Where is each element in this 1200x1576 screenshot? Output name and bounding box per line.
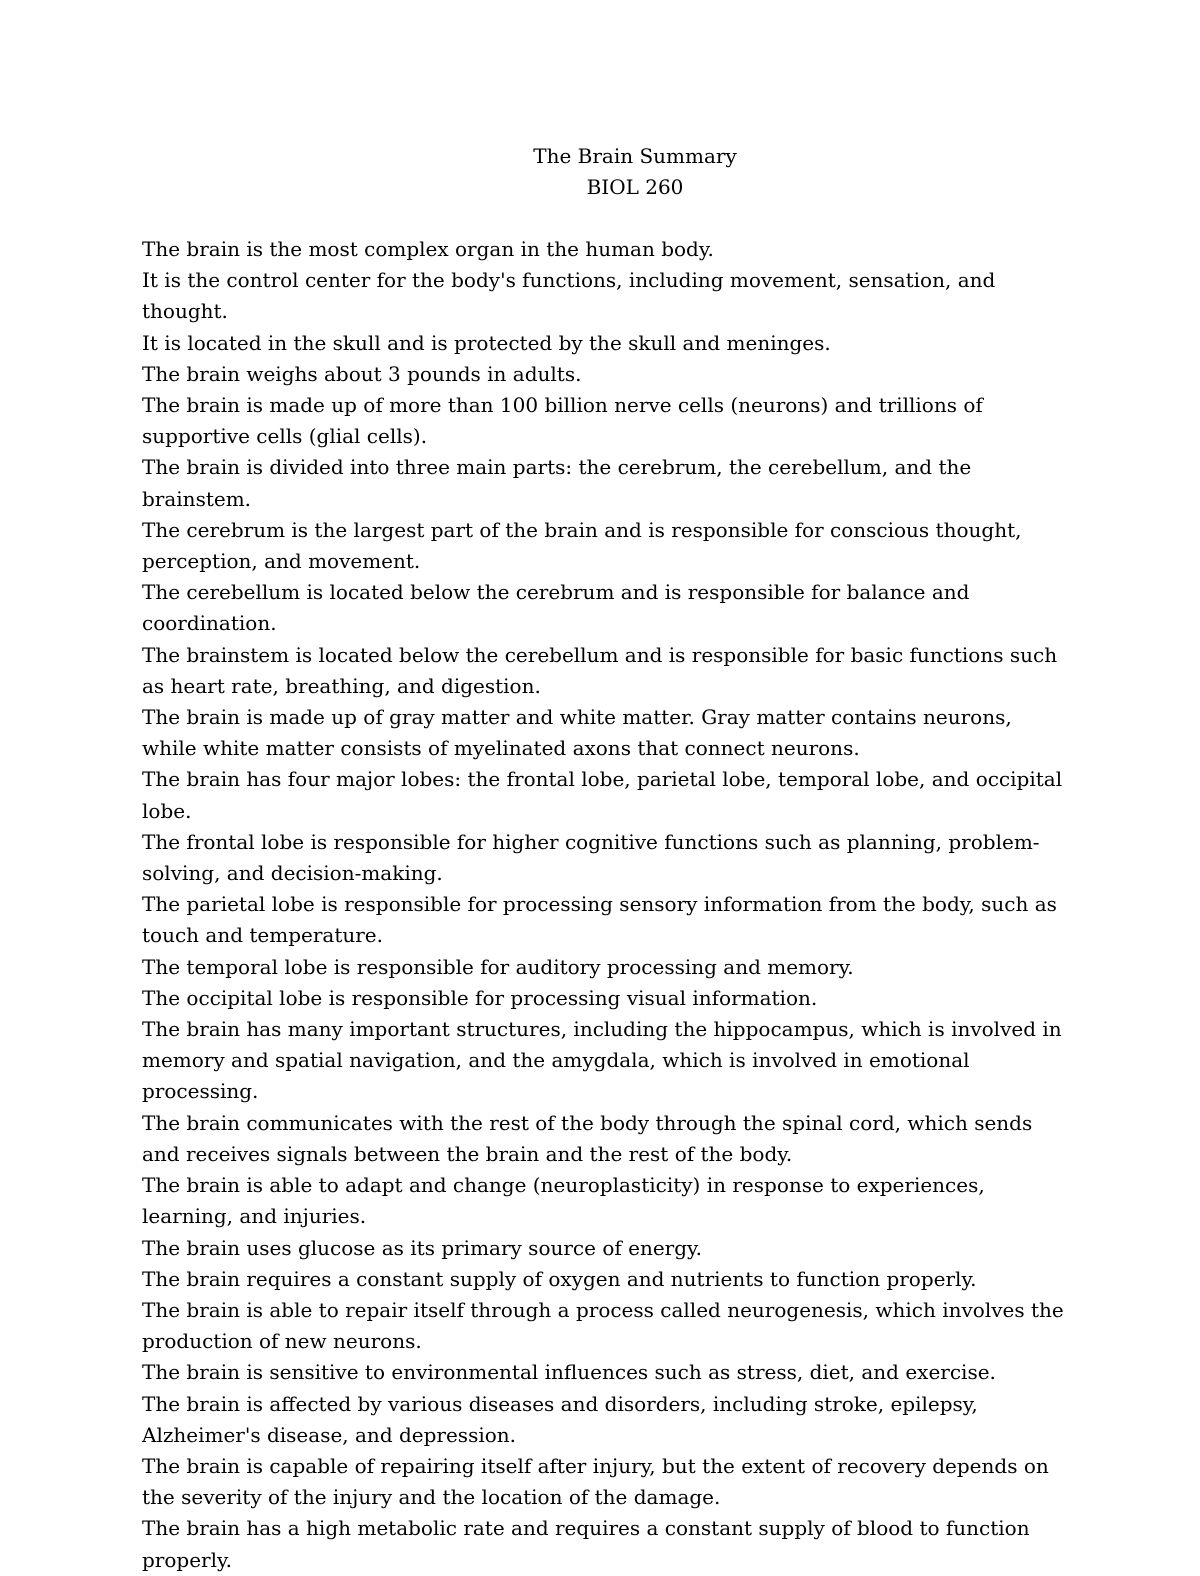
paragraph: The brain requires a constant supply of oxygen and nutrients to function properly. <box>142 1266 977 1291</box>
paragraph: The brain weighs about 3 pounds in adults. <box>142 361 582 386</box>
paragraph: The brain has four major lobes: the frontal lobe, parietal lobe, temporal lobe, and occipital lobe. <box>142 767 1063 823</box>
paragraph: The brain has a high metabolic rate and requires a constant supply of blood to function properly. <box>142 1516 1030 1572</box>
paragraph: The brain uses glucose as its primary source of energy. <box>142 1235 703 1260</box>
course-code: BIOL 260 <box>586 175 684 199</box>
paragraph: The occipital lobe is responsible for processing visual information. <box>142 985 818 1010</box>
paragraph: The brain is able to adapt and change (neuroplasticity) in response to experiences, learning, and injuries. <box>142 1173 985 1229</box>
paragraph: The temporal lobe is responsible for auditory processing and memory. <box>142 954 854 979</box>
paragraph: The parietal lobe is responsible for processing sensory information from the body, such as touch and temperature. <box>142 892 1057 948</box>
paragraph: The cerebrum is the largest part of the brain and is responsible for conscious thought, perception, and movement. <box>142 517 1022 574</box>
document-title: The Brain Summary <box>533 144 737 168</box>
document-body <box>142 234 1067 1576</box>
paragraph: The brain is able to repair itself through a process called neurogenesis, which involves the production of new neurons. <box>142 1297 1064 1354</box>
paragraph: The brain is made up of more than 100 billion nerve cells (neurons) and trillions of supportive cells (glial cells). <box>142 393 983 449</box>
paragraph: It is located in the skull and is protected by the skull and meninges. <box>142 330 831 355</box>
paragraph: The brain is divided into three main parts: the cerebrum, the cerebellum, and the brainstem. <box>142 455 972 511</box>
paragraph: The brain has many important structures, including the hippocampus, which is involved in memory and spatial navigation, and the amygdala, which is involved in emotional processing. <box>142 1017 1062 1104</box>
paragraph: The brainstem is located below the cerebellum and is responsible for basic functions such as heart rate, breathing, and digestion. <box>142 642 1058 698</box>
paragraph: The brain communicates with the rest of the body through the spinal cord, which sends and receives signals between the brain and the rest of the body. <box>142 1110 1033 1166</box>
paragraph: It is the control center for the body's functions, including movement, sensation, and thought. <box>142 268 996 324</box>
paragraph: The brain is the most complex organ in the human body. <box>142 237 714 261</box>
paragraph: The frontal lobe is responsible for higher cognitive functions such as planning, problem-solving, and decision-making. <box>142 829 1040 886</box>
paragraph: The cerebellum is located below the cerebrum and is responsible for balance and coordination. <box>142 580 970 636</box>
title-block <box>0 141 1200 203</box>
paragraph: The brain is affected by various diseases and disorders, including stroke, epilepsy, Alzheimer's disease, and depression. <box>142 1391 978 1447</box>
paragraph: The brain is sensitive to environmental influences such as stress, diet, and exercise. <box>142 1360 996 1385</box>
paragraph: The brain is capable of repairing itself after injury, but the extent of recovery depends on the severity of the injury and the location of the damage. <box>142 1453 1049 1510</box>
paragraph: The brain is made up of gray matter and white matter. Gray matter contains neurons, while white matter consists of myelinated axons that connect neurons. <box>142 705 1012 761</box>
